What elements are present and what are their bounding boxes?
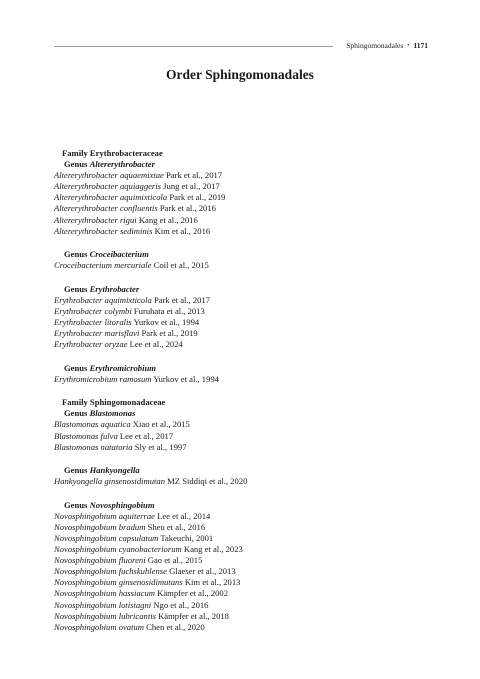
species-entry: [54, 181, 440, 192]
species-authority: Park et al., 2017: [153, 294, 211, 305]
genus-prefix: Genus: [64, 159, 90, 170]
species-authority: Kang et al., 2023: [183, 544, 243, 555]
species-entry: [54, 306, 440, 317]
species-name: Novosphingobium capsulatum: [54, 532, 159, 543]
species-name: Novosphingobium hassiacum: [54, 588, 155, 599]
species-entry: [54, 170, 440, 181]
genus-prefix: Genus: [64, 408, 90, 419]
section-gap: [54, 271, 440, 283]
section-gap: [54, 385, 440, 397]
species-authority: Sheu et al., 2016: [147, 521, 206, 532]
genus-heading: [54, 249, 440, 260]
species-name: Novosphingobium cyanobacteriorum: [54, 544, 182, 555]
species-entry: [54, 328, 440, 339]
species-entry: [54, 431, 440, 442]
section-gap: [54, 453, 440, 465]
species-entry: [54, 192, 440, 203]
species-name: Novosphingobium ginsenosidimutans: [54, 577, 183, 588]
species-authority: Furuhata et al., 2013: [133, 305, 205, 316]
genus-heading: [54, 408, 440, 419]
species-name: Blastomonas natatoria: [54, 441, 133, 452]
genus-prefix: Genus: [64, 362, 90, 373]
genus-name: Blastomonas: [89, 408, 136, 419]
genus-prefix: Genus: [64, 249, 90, 260]
species-entry: [54, 317, 440, 328]
species-authority: Yurkov et al., 1994: [133, 317, 200, 327]
species-entry: [54, 419, 440, 430]
species-name: Erythrobacter colymbi: [54, 305, 132, 316]
species-name: Altererythrobacter sediminis: [54, 225, 153, 236]
species-authority: Kang et al., 2016: [138, 214, 198, 225]
species-name: Altererythrobacter aquaemixtae: [54, 170, 164, 181]
header-rule: [54, 46, 333, 47]
section-gap: [54, 487, 440, 499]
species-entry: [54, 622, 440, 633]
running-head-title: Sphingomonadales: [346, 41, 404, 50]
species-entry: [54, 442, 440, 453]
species-name: Novosphingobium aquiterrae: [54, 510, 155, 521]
species-entry: [54, 203, 440, 214]
species-entry: [54, 566, 440, 577]
species-authority: Ngo et al., 2016: [153, 599, 209, 610]
species-authority: Yurkov et al., 1994: [153, 373, 219, 384]
genus-prefix: Genus: [64, 499, 90, 510]
taxonomy-list: [54, 148, 440, 633]
species-name: Altererythrobacter rigui: [54, 214, 137, 225]
genus-name: Erythrobacter: [89, 283, 140, 294]
species-entry: [54, 600, 440, 611]
genus-heading: [54, 284, 440, 295]
genus-prefix: Genus: [64, 283, 90, 294]
species-authority: Jung et al., 2017: [163, 181, 220, 192]
species-authority: Kämpfer et al., 2018: [158, 610, 229, 621]
species-name: Novosphingobium lotistagni: [54, 599, 152, 610]
genus-prefix: Genus: [64, 465, 90, 476]
running-head-right: [346, 40, 428, 52]
species-name: Novosphingobium fluoreni: [54, 555, 146, 566]
species-name: Blastomonas fulva: [54, 430, 118, 441]
species-authority: Kim et al., 2016: [154, 225, 211, 236]
genus-heading: [54, 500, 440, 511]
species-entry: [54, 544, 440, 555]
species-name: Hankyongella ginsenosidimutan: [54, 476, 165, 487]
species-authority: Coil et al., 2015: [153, 260, 209, 271]
genus-heading: [54, 159, 440, 170]
species-authority: Lee et al., 2014: [157, 510, 211, 521]
page-title: Order Sphingomonadales: [166, 67, 314, 82]
species-authority: Kim et al., 2013: [184, 577, 241, 588]
page-number: 1171: [413, 41, 428, 50]
species-entry: [54, 339, 440, 350]
species-name: Blastomonas aquatica: [54, 419, 131, 430]
running-head-separator: •: [407, 43, 410, 49]
species-entry: [54, 476, 440, 487]
species-entry: [54, 295, 440, 306]
species-authority: Park et al., 2016: [159, 203, 216, 214]
species-name: Novosphingobium ovatum: [54, 621, 144, 632]
species-entry: [54, 611, 440, 622]
species-name: Erythrobacter aquimixticola: [54, 294, 152, 305]
species-authority: Glaeser et al., 2013: [169, 566, 236, 577]
species-entry: [54, 522, 440, 533]
species-authority: Gao et al., 2015: [147, 555, 203, 566]
genus-heading: [54, 363, 440, 374]
species-authority: Kämpfer et al., 2002: [157, 588, 229, 599]
species-authority: Park et al., 2019: [169, 192, 226, 203]
species-entry: [54, 577, 440, 588]
species-entry: [54, 588, 440, 599]
genus-name: Altererythrobacter: [89, 159, 155, 170]
species-name: Altererythrobacter aquimixticola: [54, 192, 168, 203]
family-heading: Family Erythrobacteraceae: [62, 148, 163, 158]
species-entry: [54, 226, 440, 237]
species-authority: Xiao et al., 2015: [132, 419, 190, 430]
species-name: Croceibacterium mercuriale: [54, 260, 152, 271]
species-authority: Takeuchi, 2001: [160, 532, 214, 543]
species-name: Novosphingobium bradum: [54, 521, 146, 532]
species-name: Altererythrobacter confluentis: [54, 203, 158, 214]
species-entry: [54, 215, 440, 226]
species-name: Novosphingobium fuchskuhlense: [54, 566, 167, 577]
species-authority: Lee et al., 2017: [119, 430, 174, 441]
species-name: Erythrobacter litoralis: [54, 317, 132, 327]
species-authority: Lee et al., 2024: [129, 339, 183, 350]
genus-name: Croceibacterium: [89, 249, 149, 260]
section-gap: [54, 350, 440, 362]
species-entry: [54, 374, 440, 385]
species-name: Novosphingobium lubricantis: [54, 610, 156, 621]
species-name: Altererythrobacter aquiaggeris: [54, 181, 162, 192]
genus-name: Erythromicrobium: [89, 362, 156, 373]
species-entry: [54, 555, 440, 566]
species-authority: Park et al., 2019: [141, 328, 198, 339]
section-gap: [54, 237, 440, 249]
species-authority: Sly et al., 1997: [134, 441, 187, 452]
species-entry: [54, 533, 440, 544]
species-name: Erythromicrobium ramosum: [54, 373, 152, 384]
genus-name: Hankyongella: [89, 465, 140, 476]
species-entry: [54, 511, 440, 522]
family-heading: Family Sphingomonadaceae: [62, 397, 166, 408]
species-entry: [54, 260, 440, 271]
species-name: Erythrobacter oryzae: [54, 339, 128, 350]
genus-name: Novosphingobium: [89, 499, 155, 510]
running-head: [54, 40, 428, 52]
species-authority: Chen et al., 2020: [146, 621, 205, 632]
species-authority: Park et al., 2017: [166, 170, 223, 181]
species-name: Erythrobacter marisflavi: [54, 328, 140, 339]
genus-heading: [54, 465, 440, 476]
species-authority: MZ Siddiqi et al., 2020: [167, 476, 248, 487]
